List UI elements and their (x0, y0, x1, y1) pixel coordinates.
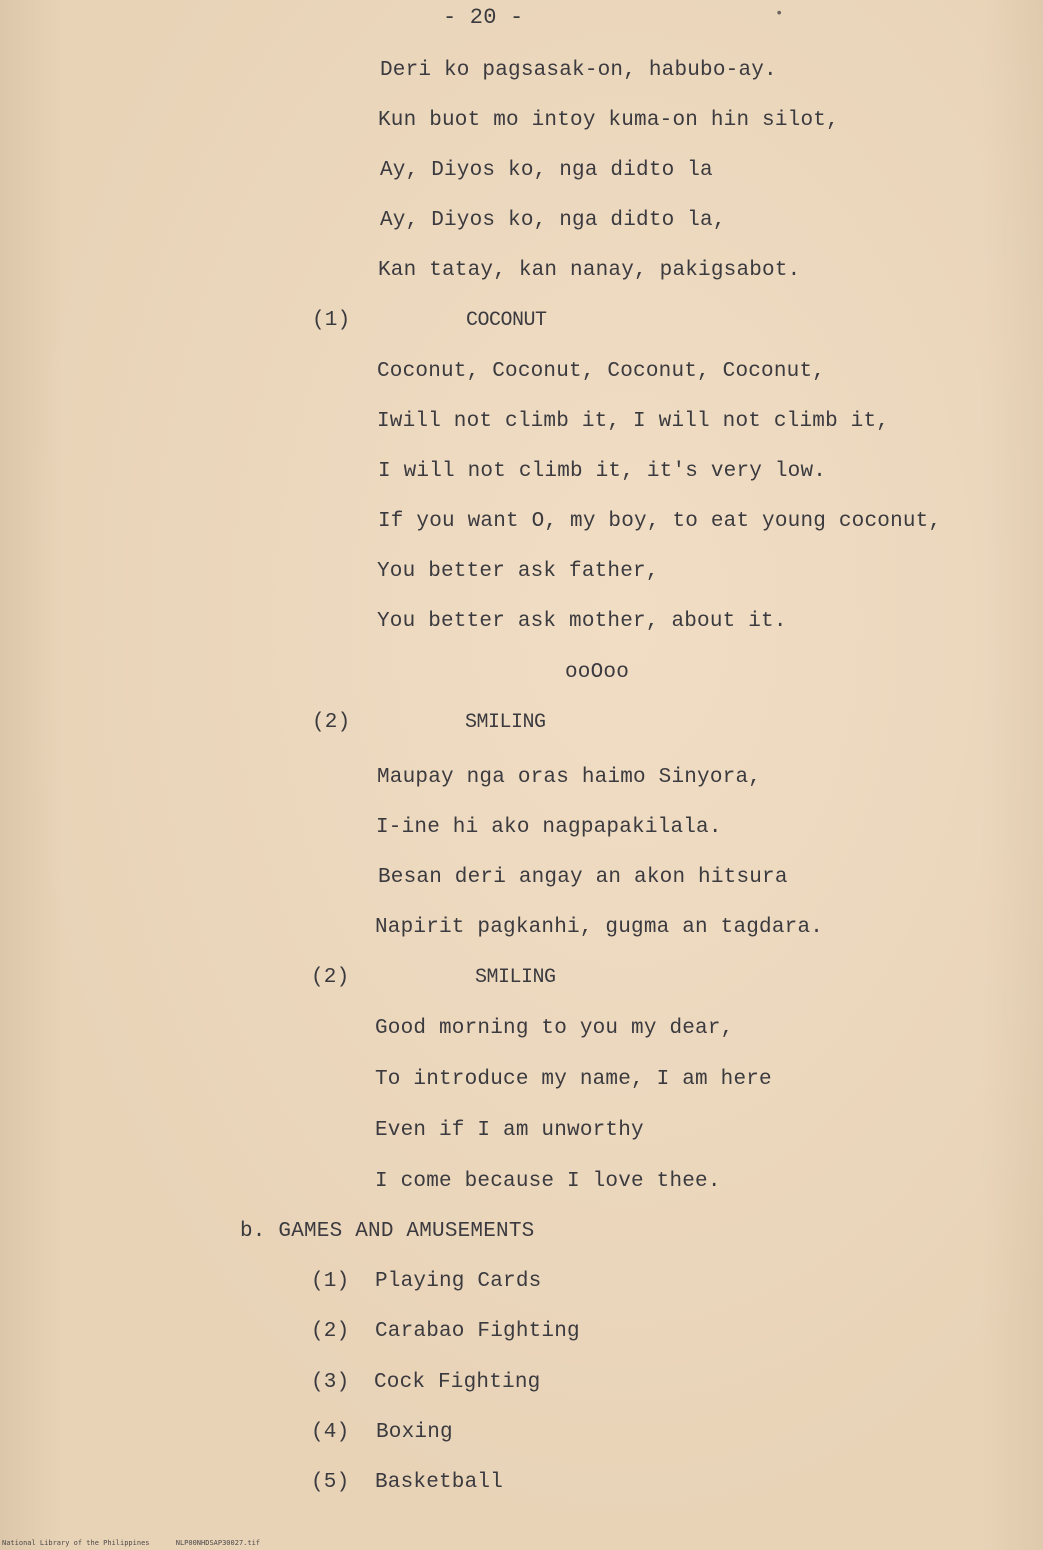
verse-line: Napirit pagkanhi, gugma an tagdara. (375, 916, 824, 939)
verse-line: If you want O, my boy, to eat young coconut, (378, 510, 942, 533)
list-item-number: (3) (311, 1371, 350, 1394)
verse-line: Besan deri angay an akon hitsura (378, 866, 788, 889)
list-item-label: Playing Cards (375, 1270, 542, 1293)
verse-line: You better ask father, (377, 560, 659, 583)
song-number: (2) (311, 966, 350, 989)
footer-library: National Library of the Philippines (2, 1539, 150, 1547)
verse-line: Ay, Diyos ko, nga didto la (380, 159, 713, 182)
page-number: - 20 - (443, 5, 524, 30)
verse-line: Even if I am unworthy (375, 1119, 644, 1142)
verse-line: Good morning to you my dear, (375, 1017, 734, 1040)
song-title: SMILING (475, 966, 556, 989)
verse-line: Kan tatay, kan nanay, pakigsabot. (378, 259, 801, 282)
list-item-number: (1) (311, 1270, 350, 1293)
song-title: SMILING (465, 711, 546, 734)
verse-line: I will not climb it, it's very low. (378, 460, 827, 483)
list-item-label: Boxing (376, 1421, 453, 1444)
verse-line: I come because I love thee. (375, 1170, 721, 1193)
verse-line: Maupay nga oras haimo Sinyora, (377, 766, 762, 789)
verse-line: Kun buot mo intoy kuma-on hin silot, (378, 109, 839, 132)
song-number: (1) (312, 309, 351, 332)
scan-footer (2, 1539, 282, 1547)
verse-line: Iwill not climb it, I will not climb it, (377, 410, 890, 433)
list-item-number: (5) (311, 1471, 350, 1494)
section-heading: b. GAMES AND AMUSEMENTS (240, 1220, 535, 1243)
verse-line: Deri ko pagsasak-on, habubo-ay. (380, 59, 777, 82)
song-number: (2) (312, 711, 351, 734)
list-item-label: Cock Fighting (374, 1371, 541, 1394)
verse-line: Ay, Diyos ko, nga didto la, (380, 209, 726, 232)
list-item-label: Basketball (375, 1471, 504, 1494)
list-item-number: (2) (311, 1320, 350, 1343)
verse-line: Coconut, Coconut, Coconut, Coconut, (377, 360, 826, 383)
ink-speck: • (775, 6, 784, 22)
verse-line: You better ask mother, about it. (377, 610, 787, 633)
song-title: COCONUT (466, 309, 547, 332)
section-separator: ooOoo (565, 661, 630, 684)
verse-line: I-ine hi ako nagpapakilala. (376, 816, 722, 839)
list-item-number: (4) (311, 1421, 350, 1444)
verse-line: To introduce my name, I am here (375, 1068, 772, 1091)
footer-file: NLP00NHDSAP30027.tif (175, 1539, 261, 1547)
list-item-label: Carabao Fighting (375, 1320, 580, 1343)
